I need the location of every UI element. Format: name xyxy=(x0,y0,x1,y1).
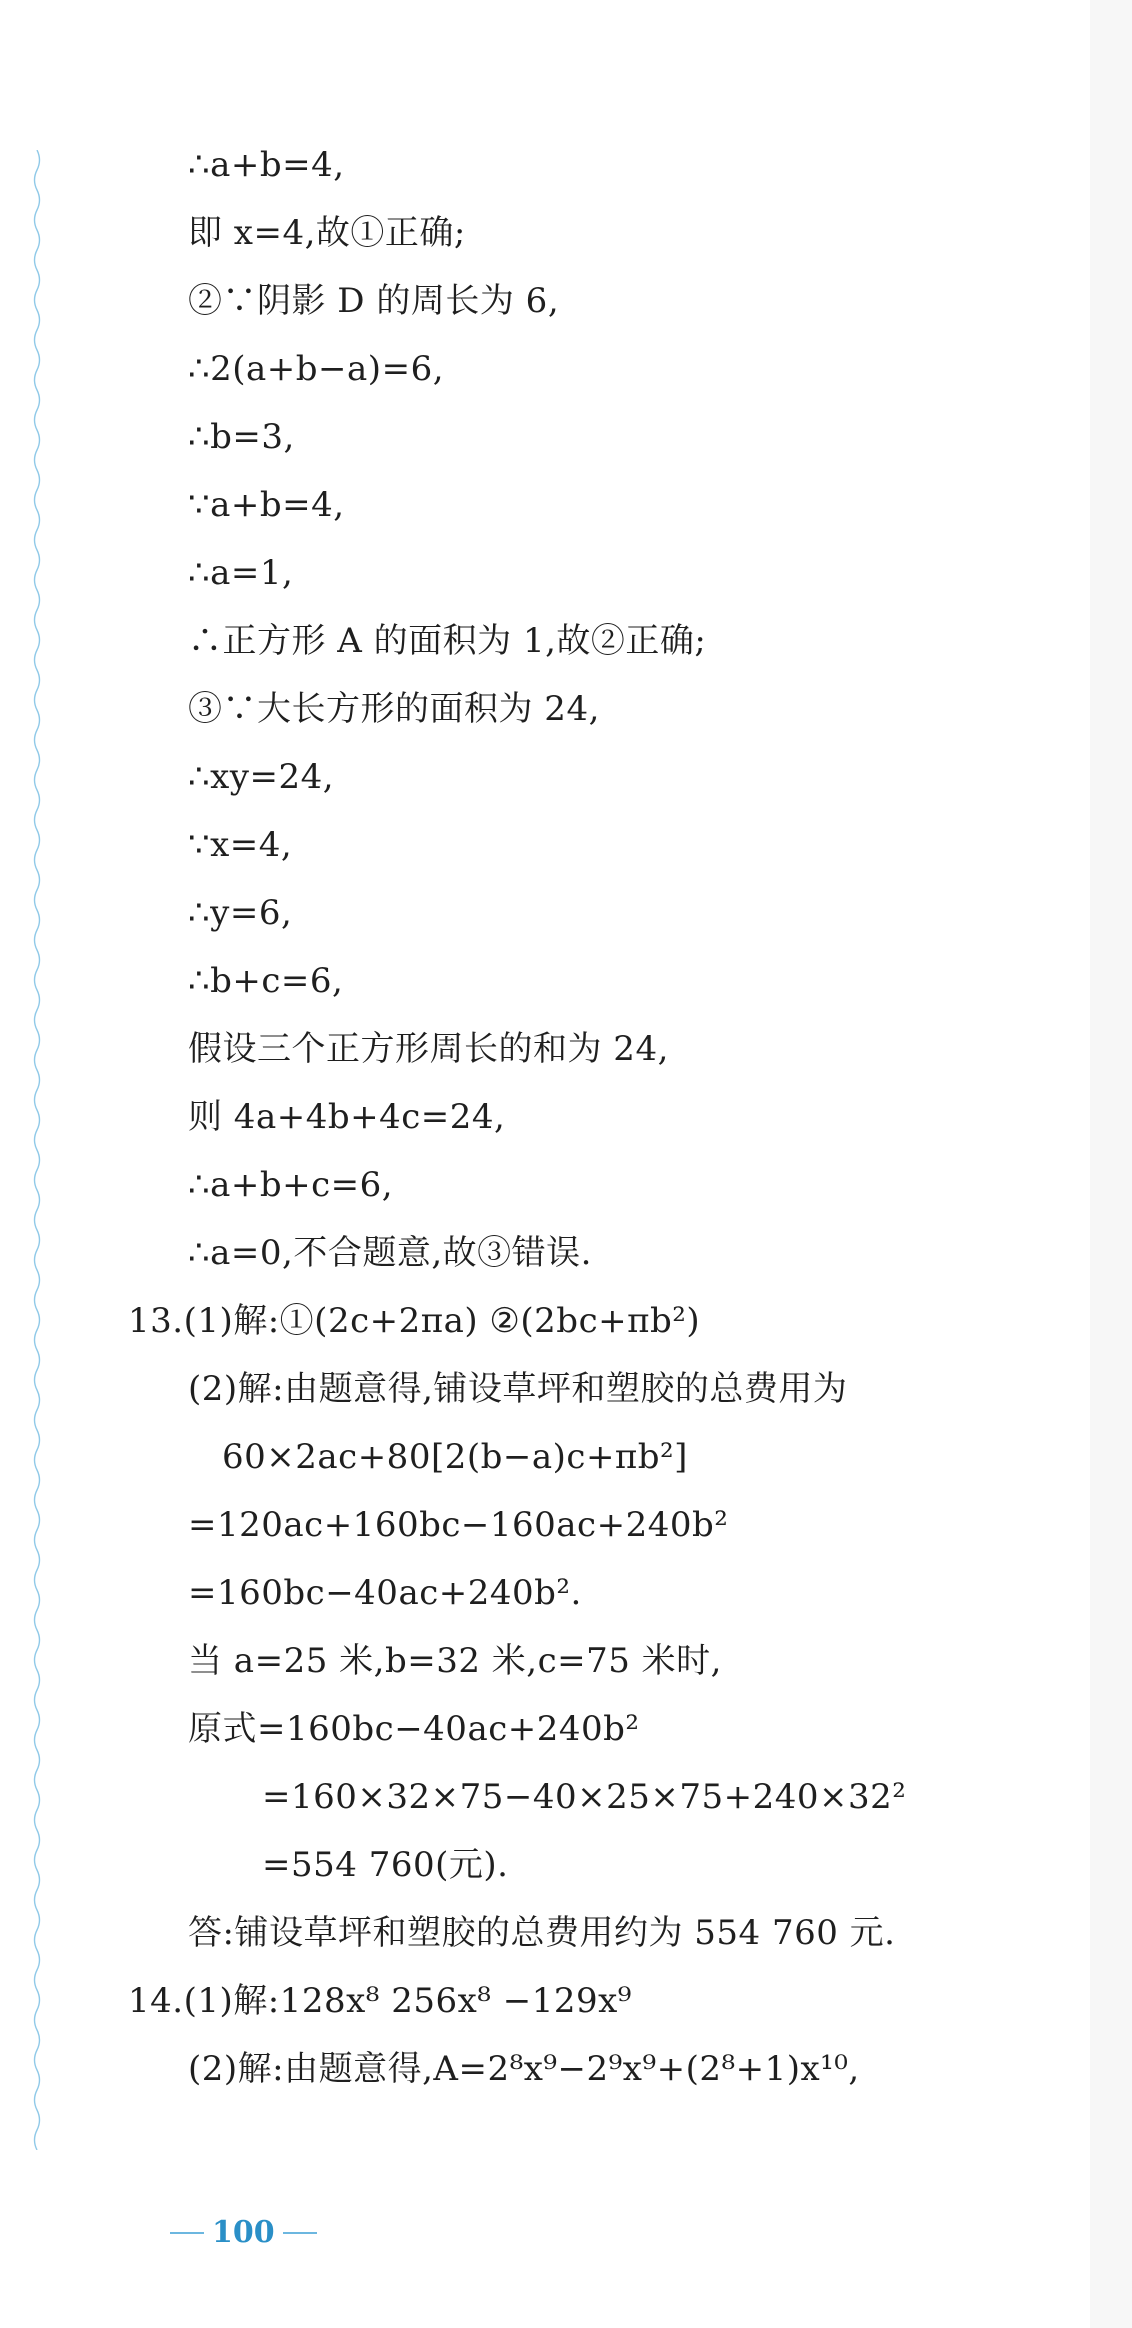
formula-line: =160bc−40ac+240b². xyxy=(188,1573,582,1613)
question-14-part-1: 14.(1)解:128x⁸ 256x⁸ −129x⁹ xyxy=(128,1981,632,2021)
formula-line: =120ac+160bc−160ac+240b² xyxy=(188,1505,729,1545)
text-line: ∴a=1, xyxy=(188,553,294,593)
formula-line: 原式=160bc−40ac+240b² xyxy=(188,1709,640,1749)
formula-line: =160×32×75−40×25×75+240×32² xyxy=(262,1777,907,1817)
text-line: ∴a+b=4, xyxy=(188,145,345,185)
text-line: ③∵大长方形的面积为 24, xyxy=(188,689,600,729)
text-line: ②∵阴影 D 的周长为 6, xyxy=(188,281,560,321)
text-line: ∴正方形 A 的面积为 1,故②正确; xyxy=(188,621,707,661)
text-line: 即 x=4,故①正确; xyxy=(188,213,466,253)
formula-line: =554 760(元). xyxy=(262,1845,509,1885)
footer-dash-right xyxy=(283,2232,317,2234)
text-line: ∴b+c=6, xyxy=(188,961,344,1001)
binding-wavy-line xyxy=(30,150,44,2150)
page-footer xyxy=(170,2215,317,2250)
text-line: ∴b=3, xyxy=(188,417,295,457)
page-number: 100 xyxy=(212,2215,275,2250)
text-line: ∴2(a+b−a)=6, xyxy=(188,349,445,389)
formula-line: 60×2ac+80[2(b−a)c+πb²] xyxy=(222,1437,688,1477)
text-line: ∵x=4, xyxy=(188,825,293,865)
text-line: ∴a=0,不合题意,故③错误. xyxy=(188,1233,592,1273)
text-line: ∴xy=24, xyxy=(188,757,335,797)
question-14-part-2: (2)解:由题意得,A=2⁸x⁹−2⁹x⁹+(2⁸+1)x¹⁰, xyxy=(188,2049,860,2089)
answer-line: 答:铺设草坪和塑胶的总费用约为 554 760 元. xyxy=(188,1913,896,1953)
text-line: 当 a=25 米,b=32 米,c=75 米时, xyxy=(188,1641,722,1681)
text-line: ∵a+b=4, xyxy=(188,485,345,525)
text-line: 假设三个正方形周长的和为 24, xyxy=(188,1029,669,1069)
question-13-part-2: (2)解:由题意得,铺设草坪和塑胶的总费用为 xyxy=(188,1369,848,1409)
text-line: ∴y=6, xyxy=(188,893,293,933)
text-line: ∴a+b+c=6, xyxy=(188,1165,394,1205)
footer-dash-left xyxy=(170,2232,204,2234)
question-13-part-1: 13.(1)解:①(2c+2πa) ②(2bc+πb²) xyxy=(128,1301,701,1341)
text-line: 则 4a+4b+4c=24, xyxy=(188,1097,506,1137)
